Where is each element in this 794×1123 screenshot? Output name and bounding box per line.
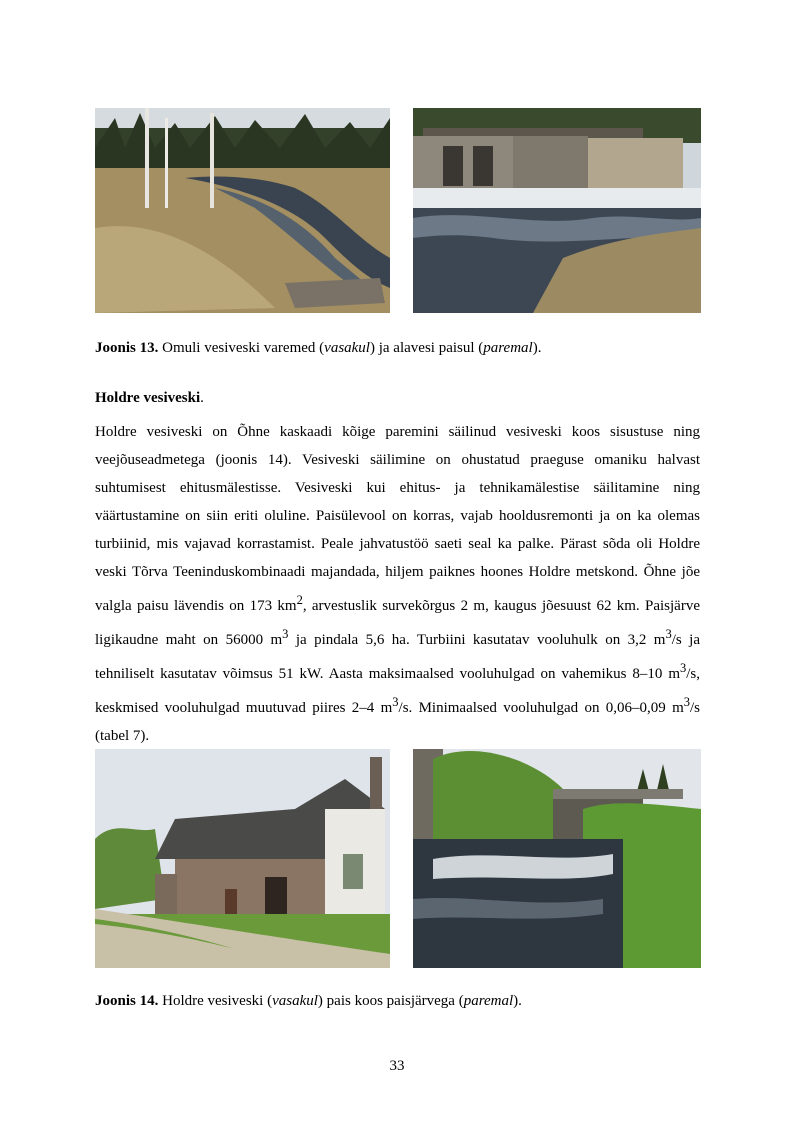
superscript: 3 <box>665 627 672 641</box>
body-paragraph <box>95 418 700 750</box>
caption-text: ) ja alavesi paisul ( <box>369 340 484 356</box>
caption-text: ). <box>532 340 542 356</box>
photo-omuli-ruins <box>95 108 390 313</box>
caption-text: Holdre vesiveski ( <box>158 993 273 1009</box>
paragraph-segment: Holdre vesiveski on Õhne kaskaadi kõige paremini säilinud vesiveski koos sisustuse ning veejõuseadmetega (joonis 14). Vesiveski säilimine on ohustatud praeguse omaniku halvast suhtumisest ehitusmälestisse. Vesiveski kui ehitus- ja tehnikamälestise säilitamine ning väärtustamine on siin eriti oluline. Paisülevool on korras, vajab hooldusremonti ja on ka olemas turbiinid, mis vajavad korrastamist. Peale jahvatustöö saeti seal ka palke. Pärast sõda oli Holdre veski Tõrva Teeninduskombinaadi majandada, hiljem paiknes hoones Holdre metskond. Õhne jõe valgla paisu lävendis on 173 km <box>95 424 700 614</box>
heading-suffix: . <box>200 390 204 406</box>
superscript: 3 <box>282 627 289 641</box>
superscript: 3 <box>683 695 690 709</box>
photo-omuli-dam <box>413 108 701 313</box>
paragraph-segment: ja pindala 5,6 ha. Turbiini kasutatav vooluhulk on 3,2 m <box>288 632 666 648</box>
paragraph-segment: /s ja tehniliselt kasutatav võimsus 51 kW. Aasta maksimaalsed vooluhulgad on vahemikus 8–10 m <box>95 632 700 682</box>
caption-italic: paremal <box>463 993 514 1009</box>
caption-italic: paremal <box>483 340 533 356</box>
figure-14-caption <box>95 992 522 1010</box>
section-heading <box>95 390 204 407</box>
superscript: 3 <box>392 695 399 709</box>
paragraph-segment: /s, keskmised vooluhulgad muutuvad piires 2–4 m <box>95 666 700 716</box>
figure-14-label: Joonis 14. <box>95 993 159 1009</box>
photo-holdre-mill <box>95 749 390 968</box>
paragraph-segment: /s (tabel 7). <box>95 700 700 744</box>
caption-text: ). <box>513 993 522 1009</box>
caption-italic: vasakul <box>272 993 318 1009</box>
caption-italic: vasakul <box>324 340 370 356</box>
paragraph-segment: /s. Minimaalsed vooluhulgad on 0,06–0,09 m <box>398 700 684 716</box>
heading-text: Holdre vesiveski <box>95 390 201 406</box>
superscript: 3 <box>679 661 687 675</box>
photo-holdre-dam <box>413 749 701 968</box>
page-number: 33 <box>389 1058 405 1074</box>
figure-13-caption <box>95 339 541 357</box>
superscript: 2 <box>296 593 303 607</box>
caption-text: Omuli vesiveski varemed ( <box>158 340 325 356</box>
caption-text: ) pais koos paisjärvega ( <box>317 993 464 1009</box>
figure-13-label: Joonis 13. <box>95 340 159 356</box>
paragraph-segment: , arvestuslik survekõrgus 2 m, kaugus jõesuust 62 km. Paisjärve ligikaudne maht on 56000 m <box>95 598 700 648</box>
